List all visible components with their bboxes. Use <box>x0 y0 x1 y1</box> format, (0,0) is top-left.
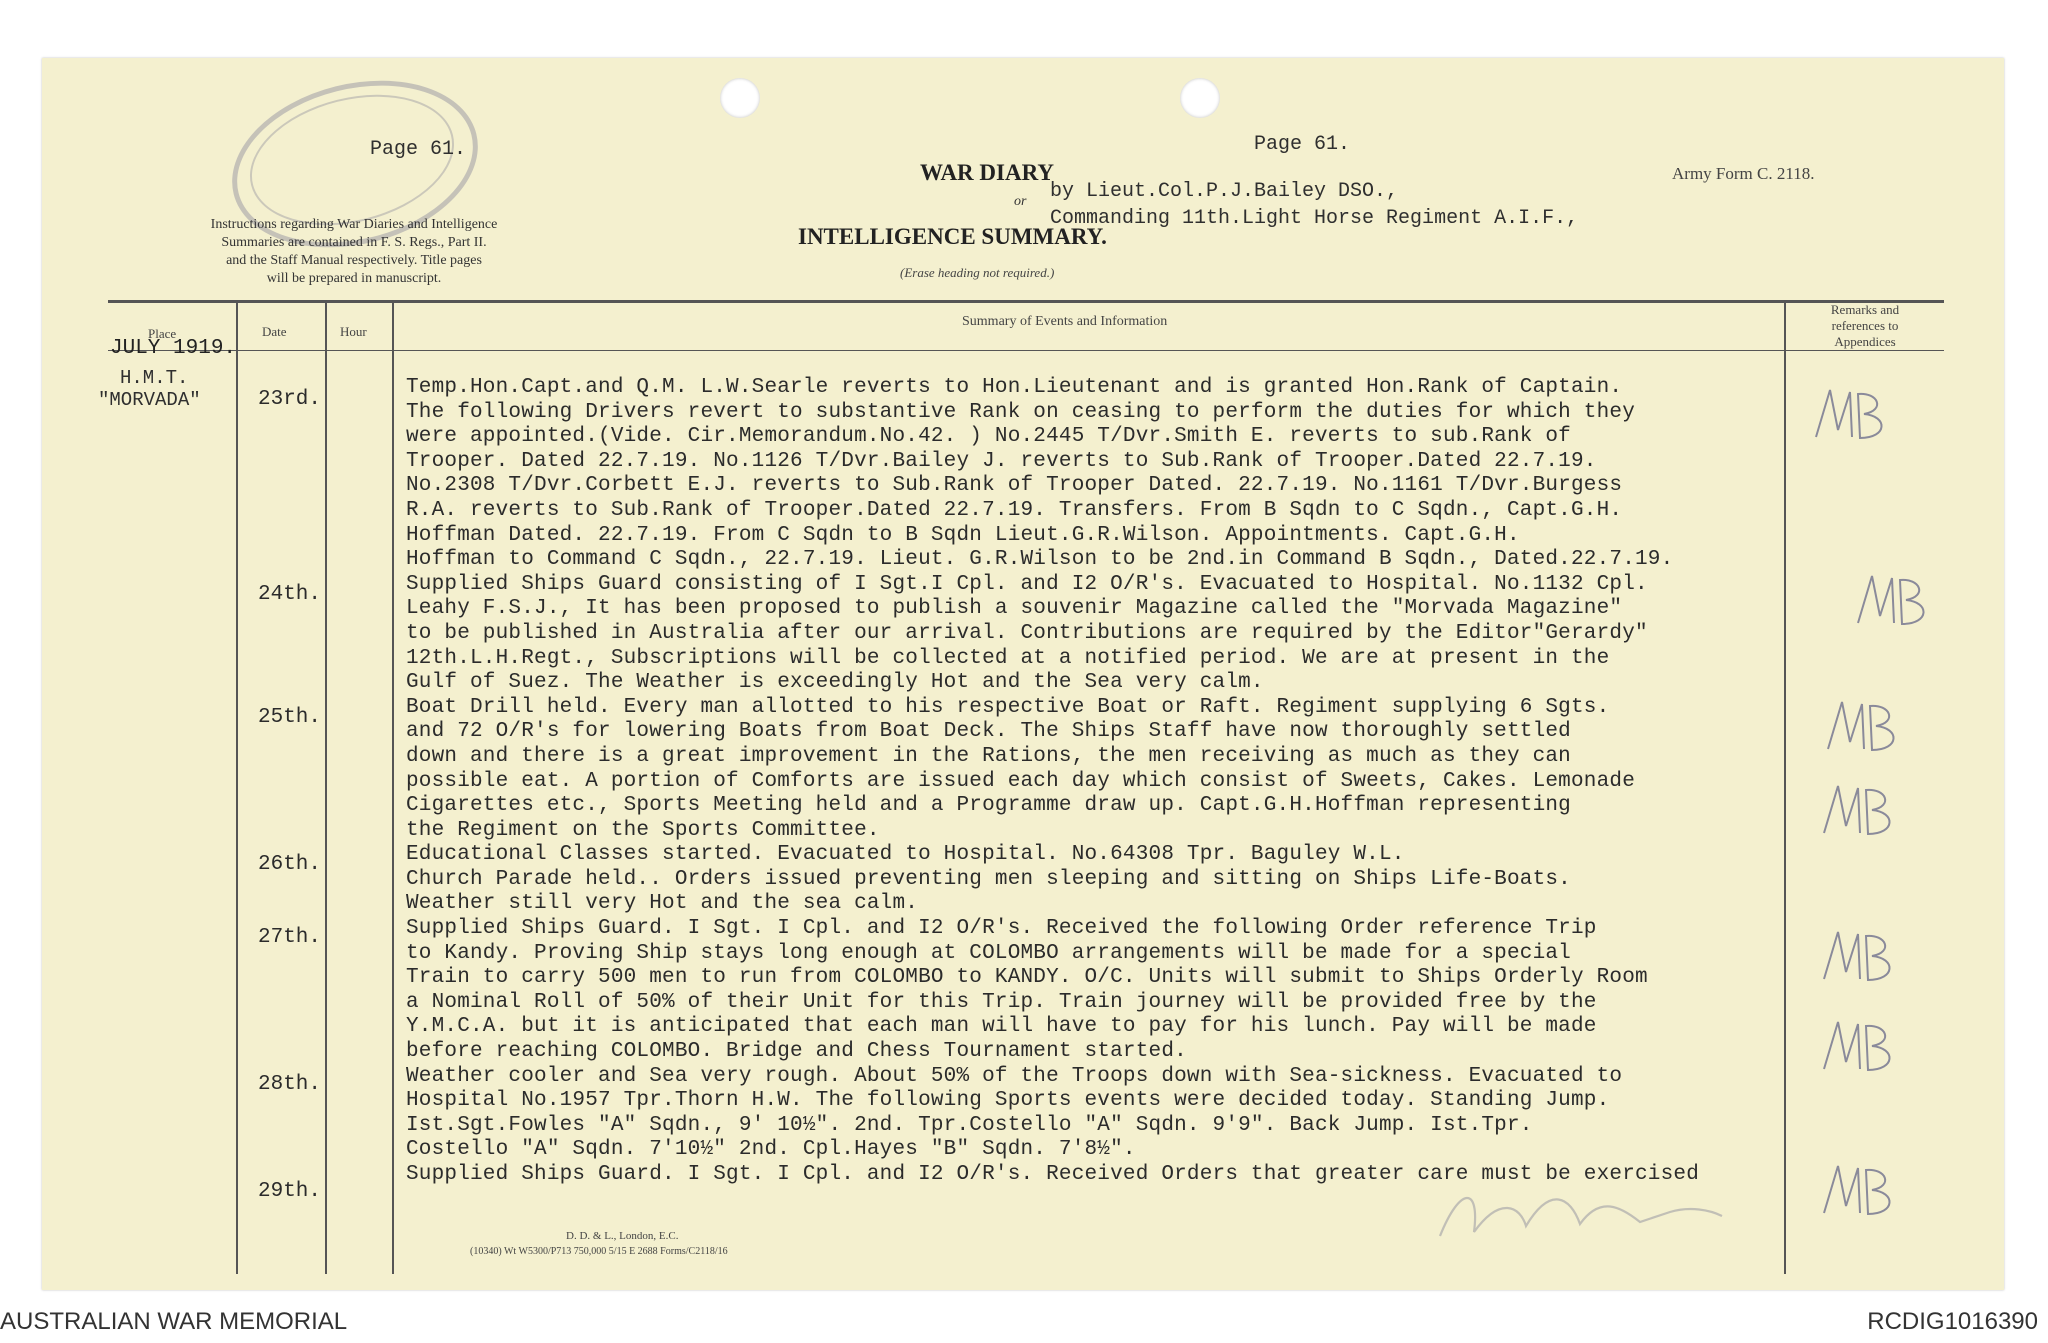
punch-hole <box>720 78 760 118</box>
entry-line: Y.M.C.A. but it is anticipated that each man will have to pay for his lunch. Pay will be made <box>406 1015 1597 1039</box>
entry-line: Costello "A" Sqdn. 7'10½" 2nd. Cpl.Hayes "B" Sqdn. 7'8½". <box>406 1138 1136 1162</box>
entry-line: Boat Drill held. Every man allotted to his respective Boat or Raft. Regiment supplying 6 Sgts. <box>406 695 1610 719</box>
instructions-line: Instructions regarding War Diaries and Intelligence <box>210 217 498 232</box>
date-26th: 26th. <box>258 853 322 876</box>
entry-line: Supplied Ships Guard. I Sgt. I Cpl. and I2 O/R's. Received Orders that greater care must be exercised <box>406 1163 1700 1186</box>
title-war-diary: WAR DIARY <box>920 160 1055 185</box>
watermark-right: RCDIG1016390 <box>1867 1308 2038 1335</box>
margin-initials-mark <box>1816 1158 1906 1228</box>
entry-line: Hospital No.1957 Tpr.Thorn H.W. The following Sports events were decided today. Standing Jump. <box>406 1089 1610 1113</box>
entry-line: Cigarettes etc., Sports Meeting held and a Programme draw up. Capt.G.H.Hoffman representing <box>406 794 1571 818</box>
entry-line: Church Parade held.. Orders issued preventing men sleeping and sitting on Ships Life-Boats. <box>406 867 1571 891</box>
margin-initials-mark <box>1816 1014 1906 1084</box>
instructions-line: and the Staff Manual respectively. Title pages <box>226 253 482 268</box>
printer-line-2: (10340) Wt W5300/P713 750,000 5/15 E 2688 Forms/C2118/16 <box>470 1246 728 1257</box>
place-line-2: "MORVADA" <box>98 389 201 411</box>
entry-line: to be published in Australia after our arrival. Contributions are required by the Editor"Gerardy" <box>406 621 1648 645</box>
entry-line: Ist.Sgt.Fowles "A" Sqdn., 9' 10½". 2nd. Tpr.Costello "A" Sqdn. 9'9". Back Jump. Ist.Tpr. <box>406 1113 1533 1137</box>
entry-line: down and there is a great improvement in the Rations, the men receiving as much as they can <box>406 744 1571 768</box>
instructions-line: will be prepared in manuscript. <box>266 271 442 286</box>
summary-of-events <box>406 376 1846 1188</box>
author-line-2: Commanding 11th.Light Horse Regiment A.I.F., <box>1050 207 1579 230</box>
remarks-header-line: Appendices <box>1834 334 1896 349</box>
punch-hole <box>1180 78 1220 118</box>
army-form-number: Army Form C. 2118. <box>1672 164 1815 183</box>
entry-line: Educational Classes started. Evacuated to Hospital. No.64308 Tpr. Baguley W.L. <box>406 843 1405 867</box>
margin-initials-mark <box>1850 568 1940 638</box>
instructions-line: Summaries are contained in F. S. Regs., Part II. <box>221 235 487 250</box>
month-label: JULY 1919. <box>110 337 237 360</box>
date-29th: 29th. <box>258 1180 322 1203</box>
entry-line: before reaching COLOMBO. Bridge and Chess Tournament started. <box>406 1040 1187 1064</box>
author-line-1: by Lieut.Col.P.J.Bailey DSO., <box>1050 180 1399 203</box>
place-line-1: H.M.T. <box>120 367 189 389</box>
entry-line: Weather still very Hot and the sea calm. <box>406 892 919 916</box>
remarks-header-line: Remarks and <box>1830 302 1900 317</box>
column-header-rule <box>108 350 1944 351</box>
column-header-hour: Hour <box>340 324 367 339</box>
entry-line: possible eat. A portion of Comforts are issued each day which consist of Sweets, Cakes. Lemonade <box>406 769 1635 793</box>
entry-line: to Kandy. Proving Ship stays long enough at COLOMBO arrangements will be made for a special <box>406 941 1571 965</box>
column-divider <box>236 300 238 1274</box>
signature <box>1430 1166 1730 1256</box>
date-24th: 24th. <box>258 583 322 606</box>
page-number-left: Page 61. <box>370 138 467 161</box>
title-or: or <box>1014 194 1027 209</box>
margin-initials-mark <box>1816 924 1906 994</box>
entry-line: Supplied Ships Guard consisting of I Sgt.I Cpl. and I2 O/R's. Evacuated to Hospital. No.1132 Cpl. <box>406 572 1648 596</box>
column-header-remarks <box>1790 302 1940 350</box>
column-header-place: Place <box>148 326 177 341</box>
title-intelligence-summary: INTELLIGENCE SUMMARY. <box>798 224 1107 249</box>
watermark-left: AUSTRALIAN WAR MEMORIAL <box>0 1308 348 1335</box>
column-header-date: Date <box>262 324 287 339</box>
remarks-header-line: references to <box>1831 318 1899 333</box>
entry-line: a Nominal Roll of 50% of their Unit for this Trip. Train journey will be provided free by the <box>406 990 1597 1014</box>
entry-line: No.2308 T/Dvr.Corbett E.J. reverts to Sub.Rank of Trooper Dated. 22.7.19. No.1161 T/Dvr.Burgess <box>406 474 1623 498</box>
entry-line: were appointed.(Vide. Cir.Memorandum.No.42. ) No.2445 T/Dvr.Smith E. reverts to sub.Rank of <box>406 425 1571 449</box>
margin-initials-mark <box>1816 778 1906 848</box>
entry-line: Train to carry 500 men to run from COLOMBO to KANDY. O/C. Units will submit to Ships Orderly Room <box>406 966 1648 990</box>
instructions-block <box>136 216 572 288</box>
entry-line: Hoffman Dated. 22.7.19. From C Sqdn to B Sqdn Lieut.G.R.Wilson. Appointments. Capt.G.H. <box>406 523 1520 547</box>
margin-initials-mark <box>1820 694 1910 764</box>
entry-line: Trooper. Dated 22.7.19. No.1126 T/Dvr.Bailey J. reverts to Sub.Rank of Trooper.Dated 22.7.19. <box>406 449 1597 473</box>
date-27th: 27th. <box>258 926 322 949</box>
column-divider <box>325 300 327 1274</box>
entry-line: Temp.Hon.Capt.and Q.M. L.W.Searle reverts to Hon.Lieutenant and is granted Hon.Rank of Captain. <box>406 376 1623 399</box>
printer-line-1: D. D. & L., London, E.C. <box>566 1230 679 1242</box>
margin-initials-mark <box>1808 382 1898 452</box>
date-23rd: 23rd. <box>258 388 322 411</box>
entry-line: The following Drivers revert to substantive Rank on ceasing to perform the duties for which they <box>406 400 1635 424</box>
date-25th: 25th. <box>258 706 322 729</box>
entry-line: Leahy F.S.J., It has been proposed to publish a souvenir Magazine called the "Morvada Magazine" <box>406 597 1623 621</box>
date-28th: 28th. <box>258 1073 322 1096</box>
entry-line: and 72 O/R's for lowering Boats from Boat Deck. The Ships Staff have now thoroughly settled <box>406 720 1571 744</box>
entry-line: R.A. reverts to Sub.Rank of Trooper.Dated 22.7.19. Transfers. From B Sqdn to C Sqdn., Capt.G.H. <box>406 498 1623 522</box>
column-header-summary: Summary of Events and Information <box>962 314 1168 329</box>
entry-line: Gulf of Suez. The Weather is exceedingly Hot and the Sea very calm. <box>406 671 1264 695</box>
entry-line: 12th.L.H.Regt., Subscriptions will be collected at a notified period. We are at present in the <box>406 646 1610 670</box>
erase-note: (Erase heading not required.) <box>900 265 1055 280</box>
column-divider <box>392 300 394 1274</box>
entry-line: Weather cooler and Sea very rough. About 50% of the Troops down with Sea-sickness. Evacuated to <box>406 1064 1623 1088</box>
header-rule <box>108 300 1944 303</box>
entry-line: Supplied Ships Guard. I Sgt. I Cpl. and I2 O/R's. Received the following Order reference Trip <box>406 917 1597 941</box>
page-number-right: Page 61. <box>1254 133 1351 156</box>
entry-line: Hoffman to Command C Sqdn., 22.7.19. Lieut. G.R.Wilson to be 2nd.in Command B Sqdn., Dated.22.7.19. <box>406 548 1674 572</box>
entry-line: the Regiment on the Sports Committee. <box>406 818 880 842</box>
